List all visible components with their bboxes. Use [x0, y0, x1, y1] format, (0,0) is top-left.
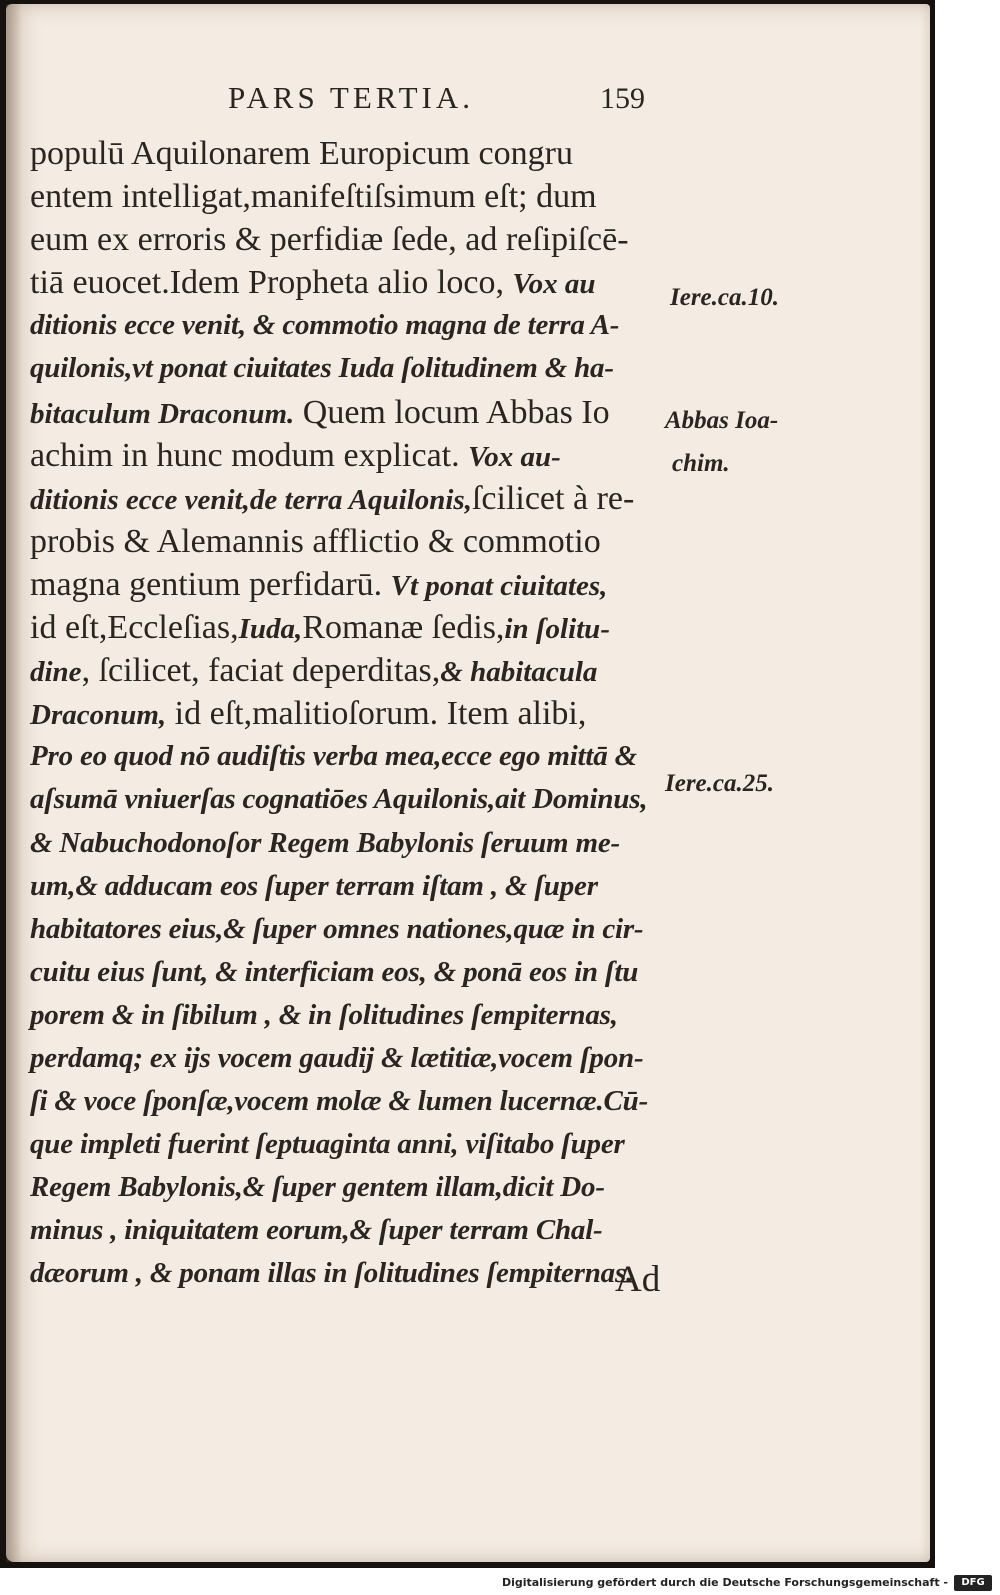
- text-segment: id eſt,malitioſorum. Item alibi,: [166, 695, 587, 733]
- text-line: [30, 865, 680, 908]
- text-segment: um,& adducam eos ſuper terram iſtam , & ſuper: [30, 869, 598, 902]
- marginal-note-abbas-2: chim.: [672, 450, 730, 477]
- text-segment: habitatores eius,& ſuper omnes nationes,quæ in cir-: [30, 912, 644, 945]
- text-line: [30, 563, 680, 606]
- text-segment: Vox au-: [468, 440, 561, 473]
- text-line: [30, 1123, 680, 1166]
- text-line: [30, 692, 680, 735]
- text-line: [30, 994, 680, 1037]
- text-segment: dine: [30, 656, 82, 689]
- text-line: [30, 735, 680, 778]
- text-line: [30, 132, 680, 175]
- marginal-note-jeremiah-25: Iere.ca.25.: [665, 770, 774, 797]
- text-segment: & habitacula: [440, 656, 598, 689]
- dfg-logo: DFG: [954, 1575, 992, 1591]
- text-segment: in ſolitu-: [504, 613, 610, 646]
- text-line: [30, 347, 680, 390]
- text-segment: Pro eo quod nō audiſtis verba mea,ecce ego mittā &: [30, 740, 637, 773]
- text-segment: Vt ponat ciuitates,: [390, 569, 608, 602]
- text-segment: populū Aquilonarem Europicum congru: [30, 135, 573, 172]
- text-segment: , ſcilicet, faciat deperditas,: [81, 652, 441, 690]
- text-segment: entem intelligat,manifeſtiſsimum eſt; dum: [30, 178, 597, 216]
- text-line: [30, 951, 680, 994]
- text-line: [30, 218, 680, 261]
- main-text-block: [30, 132, 680, 1296]
- text-line: [30, 778, 680, 821]
- text-line: [30, 606, 680, 649]
- text-segment: que impleti fuerint ſeptuaginta anni, viſitabo ſuper: [30, 1128, 625, 1161]
- text-segment: & Nabuchodonoſor Regem Babylonis ſeruum me-: [30, 826, 620, 859]
- catchword: Ad: [615, 1259, 661, 1300]
- text-line: [30, 1080, 680, 1123]
- text-segment: Iuda,: [238, 613, 303, 646]
- text-segment: eum ex erroris & perfidiæ ſede, ad reſipiſcē-: [30, 221, 629, 259]
- text-segment: dæorum , & ponam illas in ſolitudines ſempiternas.: [30, 1257, 634, 1290]
- text-segment: bitaculum Draconum.: [30, 397, 295, 430]
- text-line: [30, 822, 680, 865]
- funding-credit: Digitalisierung gefördert durch die Deutsche Forschungsgemeinschaft -: [501, 1576, 948, 1589]
- running-title: PARS TERTIA.: [228, 80, 474, 115]
- footer-bar: [0, 1572, 1000, 1595]
- text-segment: quilonis,vt ponat ciuitates Iuda ſolitudinem & ha-: [30, 352, 614, 385]
- text-segment: ditionis ecce venit,de terra Aquilonis,: [30, 483, 472, 516]
- text-line: [30, 477, 680, 520]
- text-segment: ſi & voce ſponſæ,vocem molæ & lumen lucernæ.Cū-: [30, 1085, 649, 1118]
- text-line: [30, 1252, 680, 1295]
- text-line: [30, 649, 680, 692]
- text-segment: aſsumā vniuerſas cognatiōes Aquilonis,ait Dominus,: [30, 783, 648, 816]
- marginal-note-jeremiah-10: Iere.ca.10.: [670, 284, 779, 311]
- page-number: 159: [600, 82, 645, 115]
- text-segment: perdamq; ex ijs vocem gaudij & lætitiæ,vocem ſpon-: [30, 1041, 644, 1074]
- text-line: [30, 175, 680, 218]
- text-segment: tiā euocet.Idem Propheta alio loco,: [30, 264, 513, 302]
- text-segment: probis & Alemannis afflictio & commotio: [30, 522, 601, 560]
- text-segment: magna gentium perfidarū.: [30, 565, 391, 603]
- text-segment: Romanæ ſedis,: [302, 609, 505, 647]
- text-line: [30, 1209, 680, 1252]
- text-segment: id eſt,Eccleſias,: [30, 609, 239, 647]
- text-segment: porem & in ſibilum , & in ſolitudines ſempiternas,: [30, 998, 618, 1031]
- text-segment: cuitu eius ſunt, & interficiam eos, & ponā eos in ſtu: [30, 955, 639, 988]
- text-segment: Draconum,: [30, 699, 167, 732]
- page-gutter-shadow: [6, 4, 22, 1562]
- text-segment: ditionis ecce venit, & commotio magna de terra A-: [30, 309, 620, 342]
- text-segment: achim in hunc modum explicat.: [30, 436, 469, 474]
- text-line: [30, 304, 680, 347]
- text-line: [30, 1166, 680, 1209]
- text-line: [30, 434, 680, 477]
- text-segment: Vox au: [512, 268, 596, 301]
- text-line: [30, 261, 680, 304]
- text-line: [30, 391, 680, 434]
- text-segment: ſcilicet à re-: [471, 479, 635, 517]
- text-segment: Quem locum Abbas Io: [294, 393, 610, 431]
- text-segment: minus , iniquitatem eorum,& ſuper terram Chal-: [30, 1214, 603, 1247]
- text-segment: Regem Babylonis,& ſuper gentem illam,dicit Do-: [30, 1171, 605, 1204]
- text-line: [30, 1037, 680, 1080]
- marginal-note-abbas-1: Abbas Ioa-: [665, 407, 779, 434]
- text-line: [30, 908, 680, 951]
- text-line: [30, 520, 680, 563]
